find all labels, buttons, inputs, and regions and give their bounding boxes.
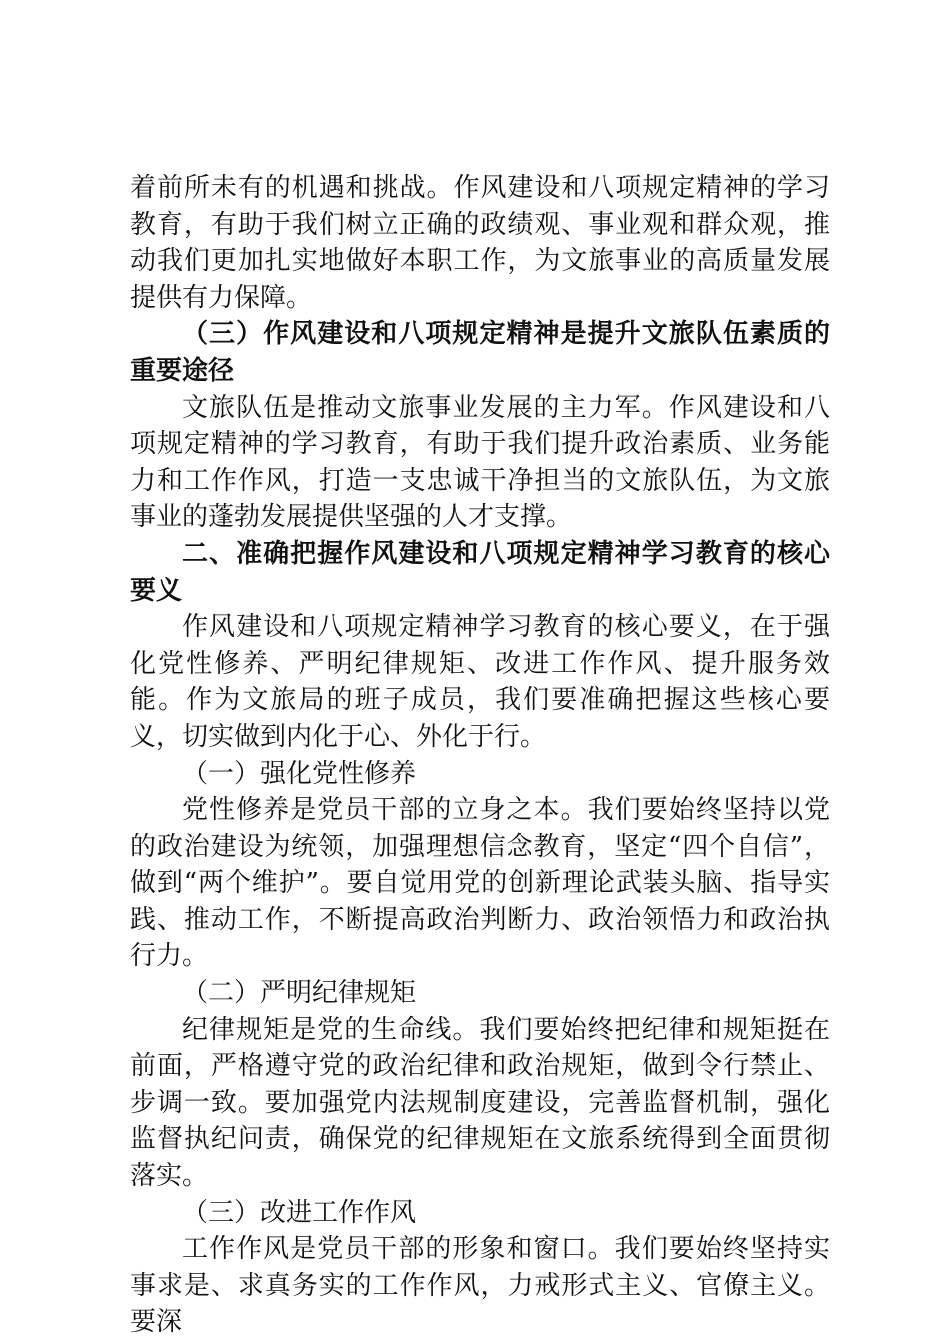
paragraph: 工作作风是党员干部的形象和窗口。我们要始终坚持实事求是、求真务实的工作作风，力戒形式主义、官僚主义。要深 (130, 1234, 830, 1338)
subheading-3b: （三）改进工作作风 (182, 1197, 417, 1228)
paragraph: 文旅队伍是推动文旅事业发展的主力军。作风建设和八项规定精神的学习教育，有助于我们提升政治素质、业务能力和工作作风，打造一支忠诚干净担当的文旅队伍，为文旅事业的蓬勃发展提供坚强的人才支撑。 (130, 392, 830, 533)
section-heading-2: 二、准确把握作风建设和八项规定精神学习教育的核心要义 (130, 538, 830, 606)
paragraph: 纪律规矩是党的生命线。我们要始终把纪律和规矩挺在前面，严格遵守党的政治纪律和政治规矩，做到令行禁止、步调一致。要加强党内法规制度建设，完善监督机制，强化监督执纪问责，确保党的纪律规矩在文旅系统得到全面贯彻落实。 (130, 1014, 830, 1192)
subheading-1: （一）强化党性修养 (182, 758, 417, 789)
paragraph: 作风建设和八项规定精神学习教育的核心要义，在于强化党性修养、严明纪律规矩、改进工作作风、提升服务效能。作为文旅局的班子成员，我们要准确把握这些核心要义，切实做到内化于心、外化于行。 (130, 612, 830, 752)
document-page (130, 170, 830, 1341)
subheading-3: （三）作风建设和八项规定精神是提升文旅队伍素质的重要途径 (130, 319, 830, 386)
paragraph-continued: 着前所未有的机遇和挑战。作风建设和八项规定精神的学习教育，有助于我们树立正确的政绩观、事业观和群众观，推动我们更加扎实地做好本职工作，为文旅事业的高质量发展提供有力保障。 (130, 173, 830, 313)
subheading-2: （二）严明纪律规矩 (182, 978, 417, 1009)
paragraph: 党性修养是党员干部的立身之本。我们要始终坚持以党的政治建设为统领，加强理想信念教育，坚定“四个自信”，做到“两个维护”。要自觉用党的创新理论武装头脑、指导实践、推动工作，不断提高政治判断力、政治领悟力和政治执行力。 (130, 795, 830, 972)
